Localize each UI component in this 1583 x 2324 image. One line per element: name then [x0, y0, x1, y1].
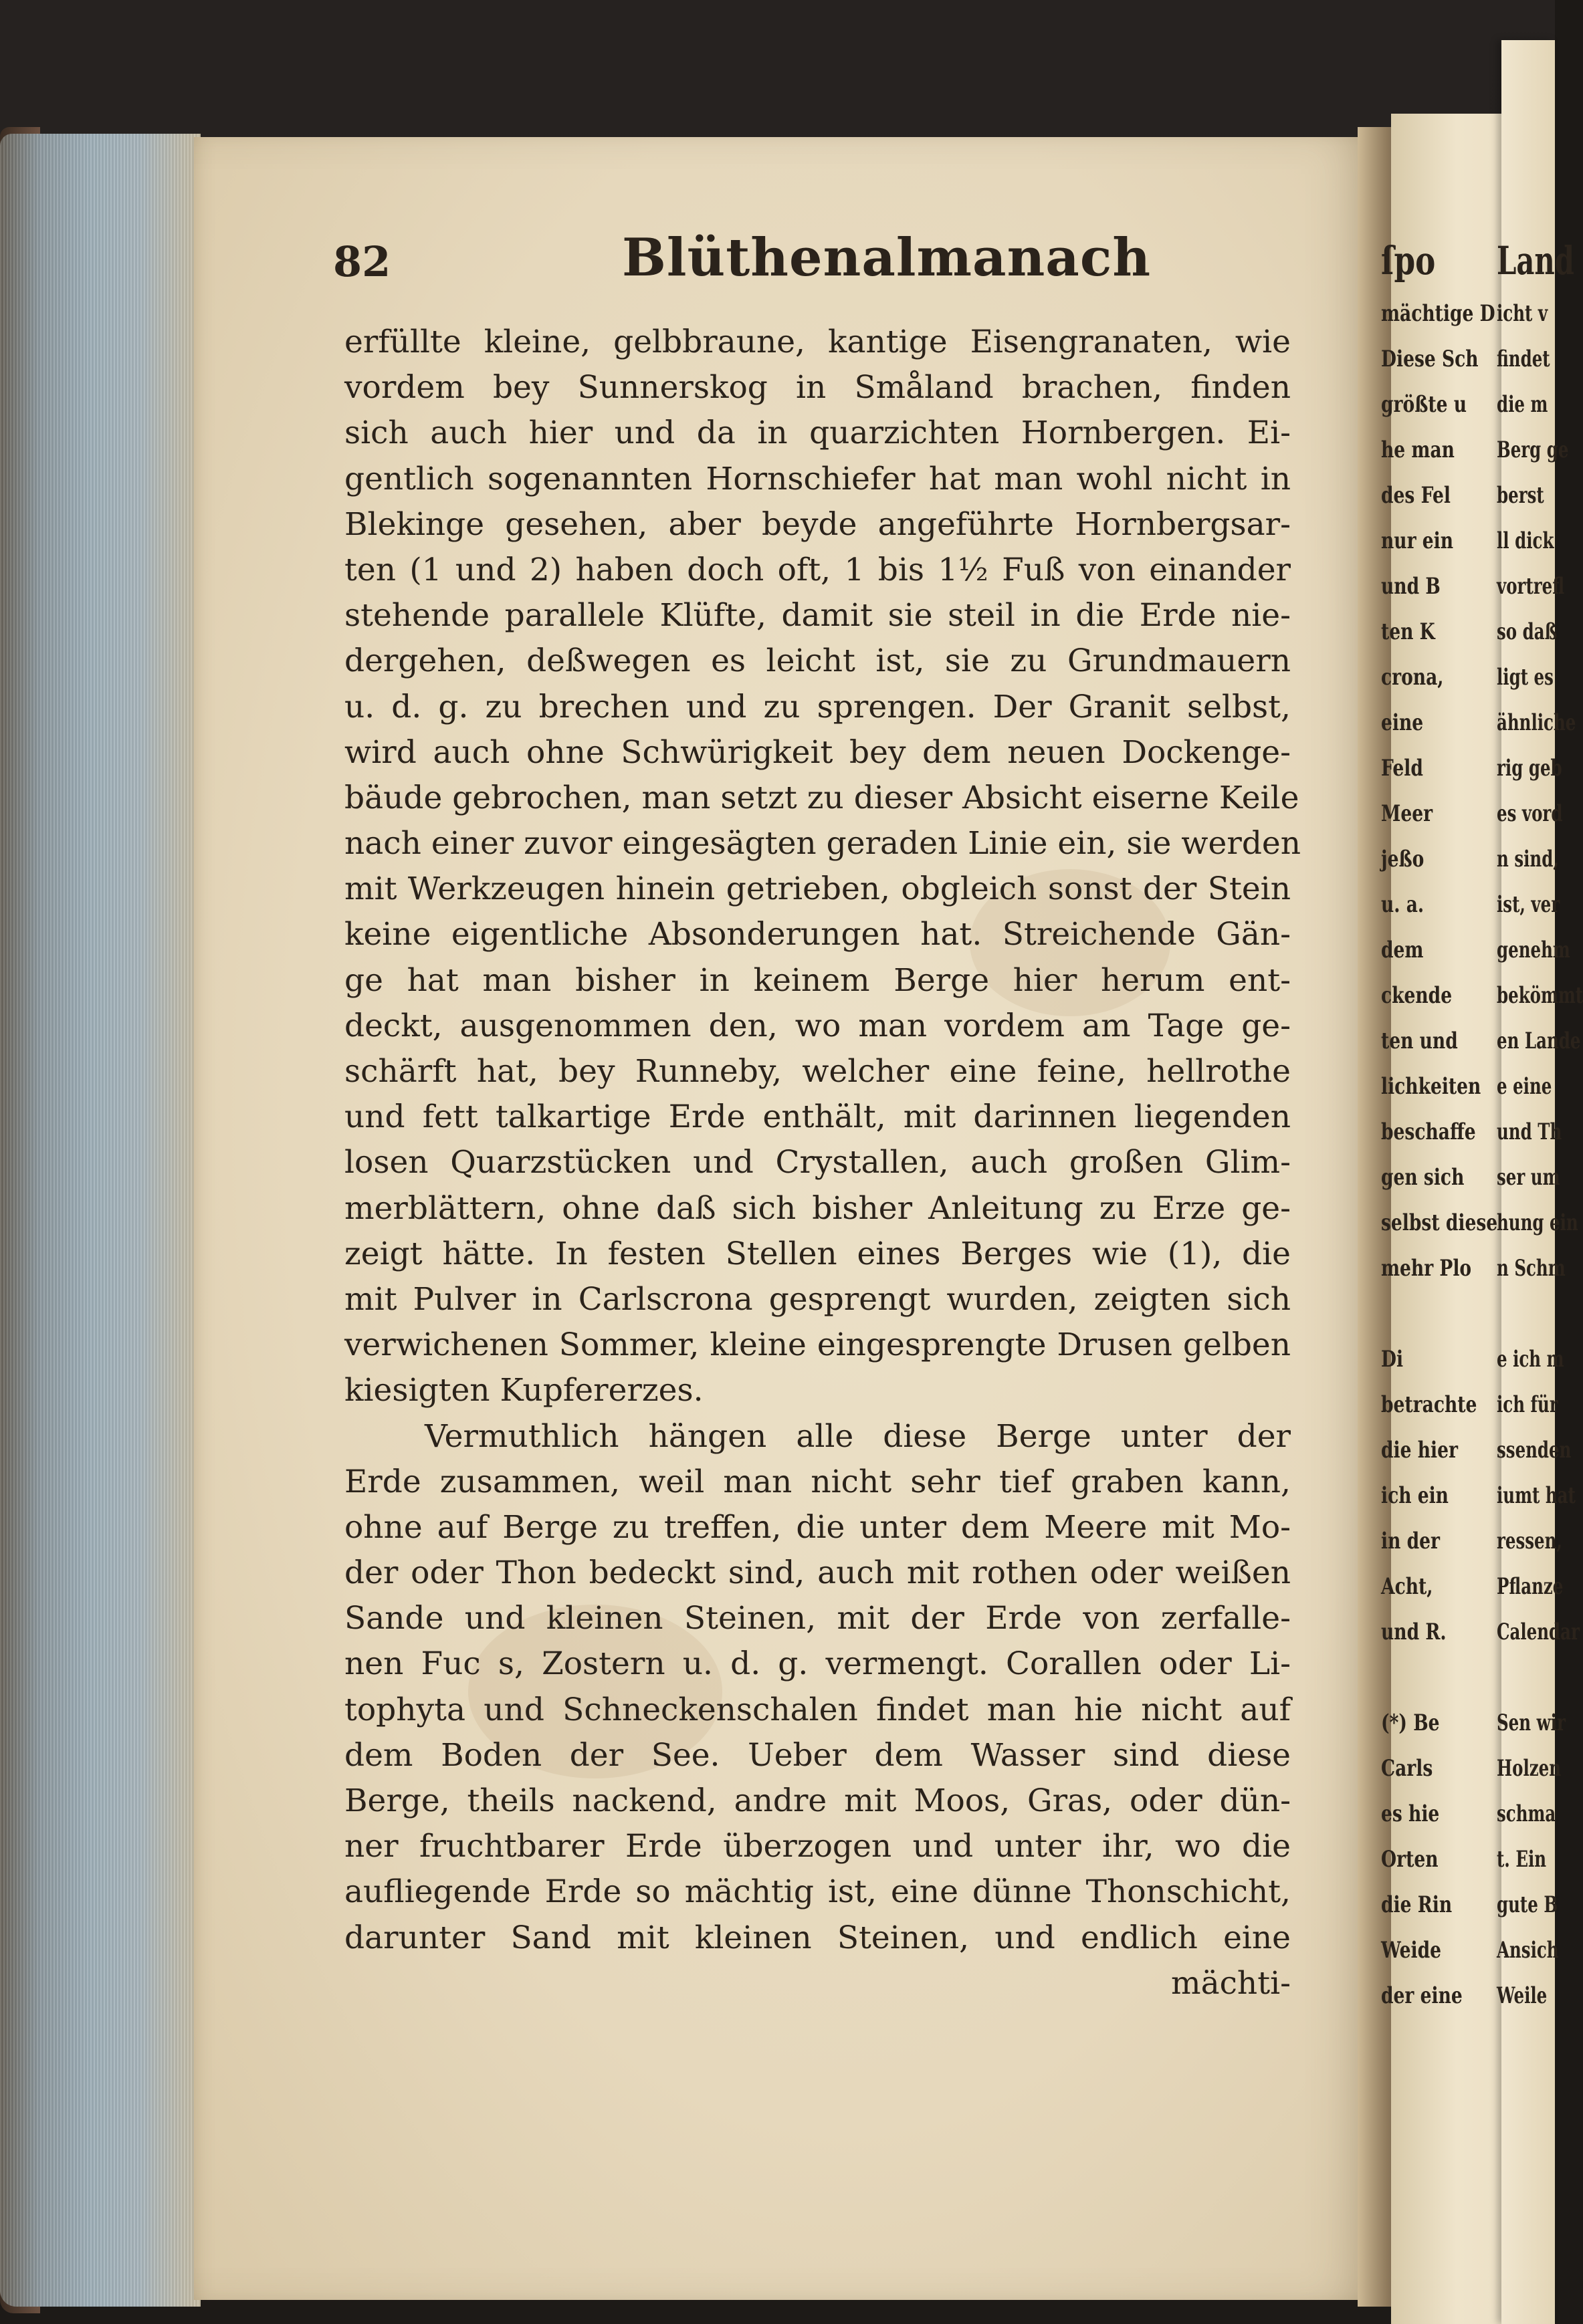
right-page-line: ähnliche — [1497, 709, 1576, 736]
text-line: losen Quarzstücken und Crystallen, auch großen Glim- — [344, 1144, 1291, 1181]
right-page-column-a — [1381, 231, 1498, 2018]
text-line: nach einer zuvor eingesägten geraden Linie ein, sie werden — [344, 825, 1301, 862]
right-page-line: der eine — [1381, 1982, 1463, 2009]
text-line: kiesigten Kupfererzes. — [344, 1372, 704, 1409]
right-page-line: Diese Sch — [1381, 346, 1479, 372]
text-line: Erde zusammen, weil man nicht sehr tief graben kann, — [344, 1463, 1291, 1500]
text-line: Blekinge gesehen, aber beyde angeführte Hornbergsar- — [344, 505, 1291, 543]
text-line: stehende parallele Klüfte, damit sie steil in die Erde nie- — [344, 597, 1291, 634]
right-page-line: findet — [1497, 346, 1550, 372]
right-page-line: und B — [1381, 573, 1441, 600]
right-page-line: schma — [1497, 1800, 1556, 1827]
text-line: wird auch ohne Schwürigkeit bey dem neuen Dockenge- — [344, 733, 1291, 771]
right-page-line: t. Ein — [1497, 1846, 1547, 1873]
right-page-line: ten K — [1381, 618, 1435, 645]
right-page-line: lichkeiten — [1381, 1073, 1481, 1100]
right-page-line: die Rin — [1381, 1891, 1453, 1918]
right-page-line: es vord — [1497, 800, 1563, 827]
right-page-line: ser um — [1497, 1164, 1560, 1191]
page-number: 82 — [333, 237, 391, 286]
right-page-line — [1497, 1291, 1540, 1337]
text-line: Vermuthlich hängen alle diese Berge unter der — [425, 1417, 1291, 1455]
right-page-line: dem — [1381, 937, 1424, 963]
right-page-line: Berg ge — [1497, 437, 1569, 463]
text-line: mit Pulver in Carlscrona gesprengt wurden, zeigten sich — [344, 1280, 1291, 1318]
text-line: vordem bey Sunnerskog in Småland brachen, finden — [344, 369, 1291, 406]
text-line: der oder Thon bedeckt sind, auch mit rothen oder weißen — [344, 1554, 1291, 1592]
right-page-line: bekömmt — [1497, 982, 1583, 1009]
text-line: darunter Sand mit kleinen Steinen, und endlich eine — [344, 1919, 1291, 1956]
right-page-line: Calendar — [1497, 1619, 1580, 1645]
right-page-lines-a — [1381, 291, 1498, 2018]
right-page-line: ll dick — [1497, 528, 1554, 554]
right-page-line: Orten — [1381, 1846, 1439, 1873]
right-page-line: u. a. — [1381, 891, 1424, 918]
text-line: sich auch hier und da in quarzichten Hornbergen. Ei- — [344, 415, 1291, 452]
right-page-line: ist, ver — [1497, 891, 1560, 918]
right-page-line: des Fel — [1381, 482, 1451, 509]
text-line: nen Fuc s, Zostern u. d. g. vermengt. Corallen oder Li- — [344, 1645, 1291, 1683]
right-page-line: beschaffe — [1381, 1119, 1476, 1145]
right-page-line: nur ein — [1381, 528, 1454, 554]
right-page-line: betrachte — [1381, 1391, 1477, 1418]
right-page-line: ich ein — [1381, 1482, 1449, 1509]
right-page-line: Carls — [1381, 1755, 1433, 1782]
right-page-line: n sind, — [1497, 846, 1559, 873]
text-line: aufliegende Erde so mächtig ist, eine dünne Thonschicht, — [344, 1873, 1291, 1911]
right-page-line: he man — [1381, 437, 1455, 463]
right-page-line: ressen, — [1497, 1528, 1562, 1554]
running-title: Blüthenalmanach — [622, 227, 1152, 288]
right-page-line: jeßo — [1381, 846, 1424, 873]
text-line: und fett talkartige Erde enthält, mit darinnen liegenden — [344, 1098, 1291, 1136]
text-line: ohne auf Berge zu treffen, die unter dem Meere mit Mo- — [344, 1508, 1291, 1546]
right-page-line: Weile — [1497, 1982, 1548, 2009]
right-page-line: (*) Be — [1381, 1710, 1440, 1736]
right-page-line: ten und — [1381, 1028, 1458, 1054]
right-page-line: Meer — [1381, 800, 1433, 827]
text-line: gentlich sogenannten Hornschiefer hat man wohl nicht in — [344, 460, 1291, 497]
right-page-line: e ich m — [1497, 1346, 1564, 1373]
right-page-line: en Lande — [1497, 1028, 1581, 1054]
text-line: Sande und kleinen Steinen, mit der Erde von zerfalle- — [344, 1600, 1291, 1637]
right-page-line: ssenden — [1497, 1437, 1572, 1464]
catchword: mächti- — [1171, 1964, 1291, 2002]
text-line: keine eigentliche Absonderungen hat. Streichende Gän- — [344, 916, 1291, 953]
right-page-line: mächtige D — [1381, 300, 1495, 327]
right-page-line: n Schm — [1497, 1255, 1566, 1282]
right-page-line: mehr Plo — [1381, 1255, 1472, 1282]
right-page-line — [1497, 1655, 1540, 1700]
right-page-line: und R. — [1381, 1619, 1447, 1645]
text-line: verwichenen Sommer, kleine eingesprengte Drusen gelben — [344, 1326, 1291, 1364]
right-page-line: hung ein — [1497, 1209, 1578, 1236]
text-line: erfüllte kleine, gelbbraune, kantige Eisengranaten, wie — [344, 324, 1291, 360]
text-line: bäude gebrochen, man setzt zu dieser Absicht eiserne Keile — [344, 779, 1299, 816]
text-line: ge hat man bisher in keinem Berge hier herum ent- — [344, 961, 1291, 999]
right-page-line: Ansich — [1497, 1937, 1559, 1964]
right-page-line: berst — [1497, 482, 1544, 509]
right-page-line: Acht, — [1381, 1573, 1433, 1600]
right-page-line: eine — [1381, 709, 1424, 736]
right-page-line: iumt hat — [1497, 1482, 1576, 1509]
page-edge-stack — [0, 134, 201, 2307]
right-page-line: crona, — [1381, 664, 1444, 691]
right-page-line: icht v — [1497, 300, 1548, 327]
text-line: dergehen, deßwegen es leicht ist, sie zu Grundmauern — [344, 643, 1291, 680]
right-page-line: Holzen — [1497, 1755, 1562, 1782]
right-page-line: e eine — [1497, 1073, 1552, 1100]
right-page-line: gen sich — [1381, 1164, 1465, 1191]
text-line: deckt, ausgenommen den, wo man vordem am Tage ge- — [344, 1007, 1291, 1044]
text-line: merblättern, ohne daß sich bisher Anleitung zu Erze ge- — [344, 1189, 1291, 1227]
right-page-line: Sen wir — [1497, 1710, 1566, 1736]
right-page-line: die m — [1497, 391, 1548, 418]
right-page-line: ich für — [1497, 1391, 1558, 1418]
text-line: u. d. g. zu brechen und zu sprengen. Der Granit selbst, — [344, 688, 1291, 725]
right-page-line: größte u — [1381, 391, 1467, 418]
right-page-line: gute B — [1497, 1891, 1558, 1918]
right-page-line: selbst diese — [1381, 1209, 1498, 1236]
right-page-line: es hie — [1381, 1800, 1440, 1827]
right-page-header: ſpo — [1381, 238, 1436, 283]
text-line: schärft hat, bey Runneby, welcher eine feine, hellrothe — [344, 1053, 1291, 1090]
right-page-line: Weide — [1381, 1937, 1441, 1964]
right-page-line: so daß — [1497, 618, 1558, 645]
right-page-line: ligt es — [1497, 664, 1554, 691]
text-line: ner fruchtbarer Erde überzogen und unter ihr, wo die — [344, 1828, 1291, 1865]
right-page-line: die hier — [1381, 1437, 1458, 1464]
text-line: dem Boden der See. Ueber dem Wasser sind diese — [344, 1736, 1291, 1774]
right-page-line: rig geb — [1497, 755, 1562, 782]
right-page-line: in der — [1381, 1528, 1440, 1554]
right-page-column-b — [1497, 231, 1583, 2018]
text-line: mit Werkzeugen hinein getrieben, obgleich sonst der Stein — [344, 870, 1291, 908]
right-page-line: Di — [1381, 1346, 1404, 1373]
text-line: Berge, theils nackend, andre mit Moos, Gras, oder dün- — [344, 1782, 1291, 1819]
right-page-line: vortrefl — [1497, 573, 1565, 600]
text-line: zeigt hätte. In festen Stellen eines Berges wie (1), die — [344, 1235, 1291, 1272]
right-page-line — [1381, 1291, 1470, 1337]
right-page-line: Feld — [1381, 755, 1423, 782]
text-line: ten (1 und 2) haben doch oft, 1 bis 1½ Fuß von einander — [344, 551, 1291, 588]
right-page-line: und Th — [1497, 1119, 1562, 1145]
right-page-line: genehm — [1497, 937, 1570, 963]
right-page-line: Pflanze — [1497, 1573, 1564, 1600]
body-text — [344, 320, 1301, 2006]
right-page-line — [1381, 1655, 1470, 1700]
right-page-header: Land — [1497, 238, 1574, 283]
right-page-lines-b — [1497, 291, 1583, 2018]
right-page-line: ckende — [1381, 982, 1453, 1009]
text-line: tophyta und Schneckenschalen findet man hie nicht auf — [344, 1691, 1291, 1728]
